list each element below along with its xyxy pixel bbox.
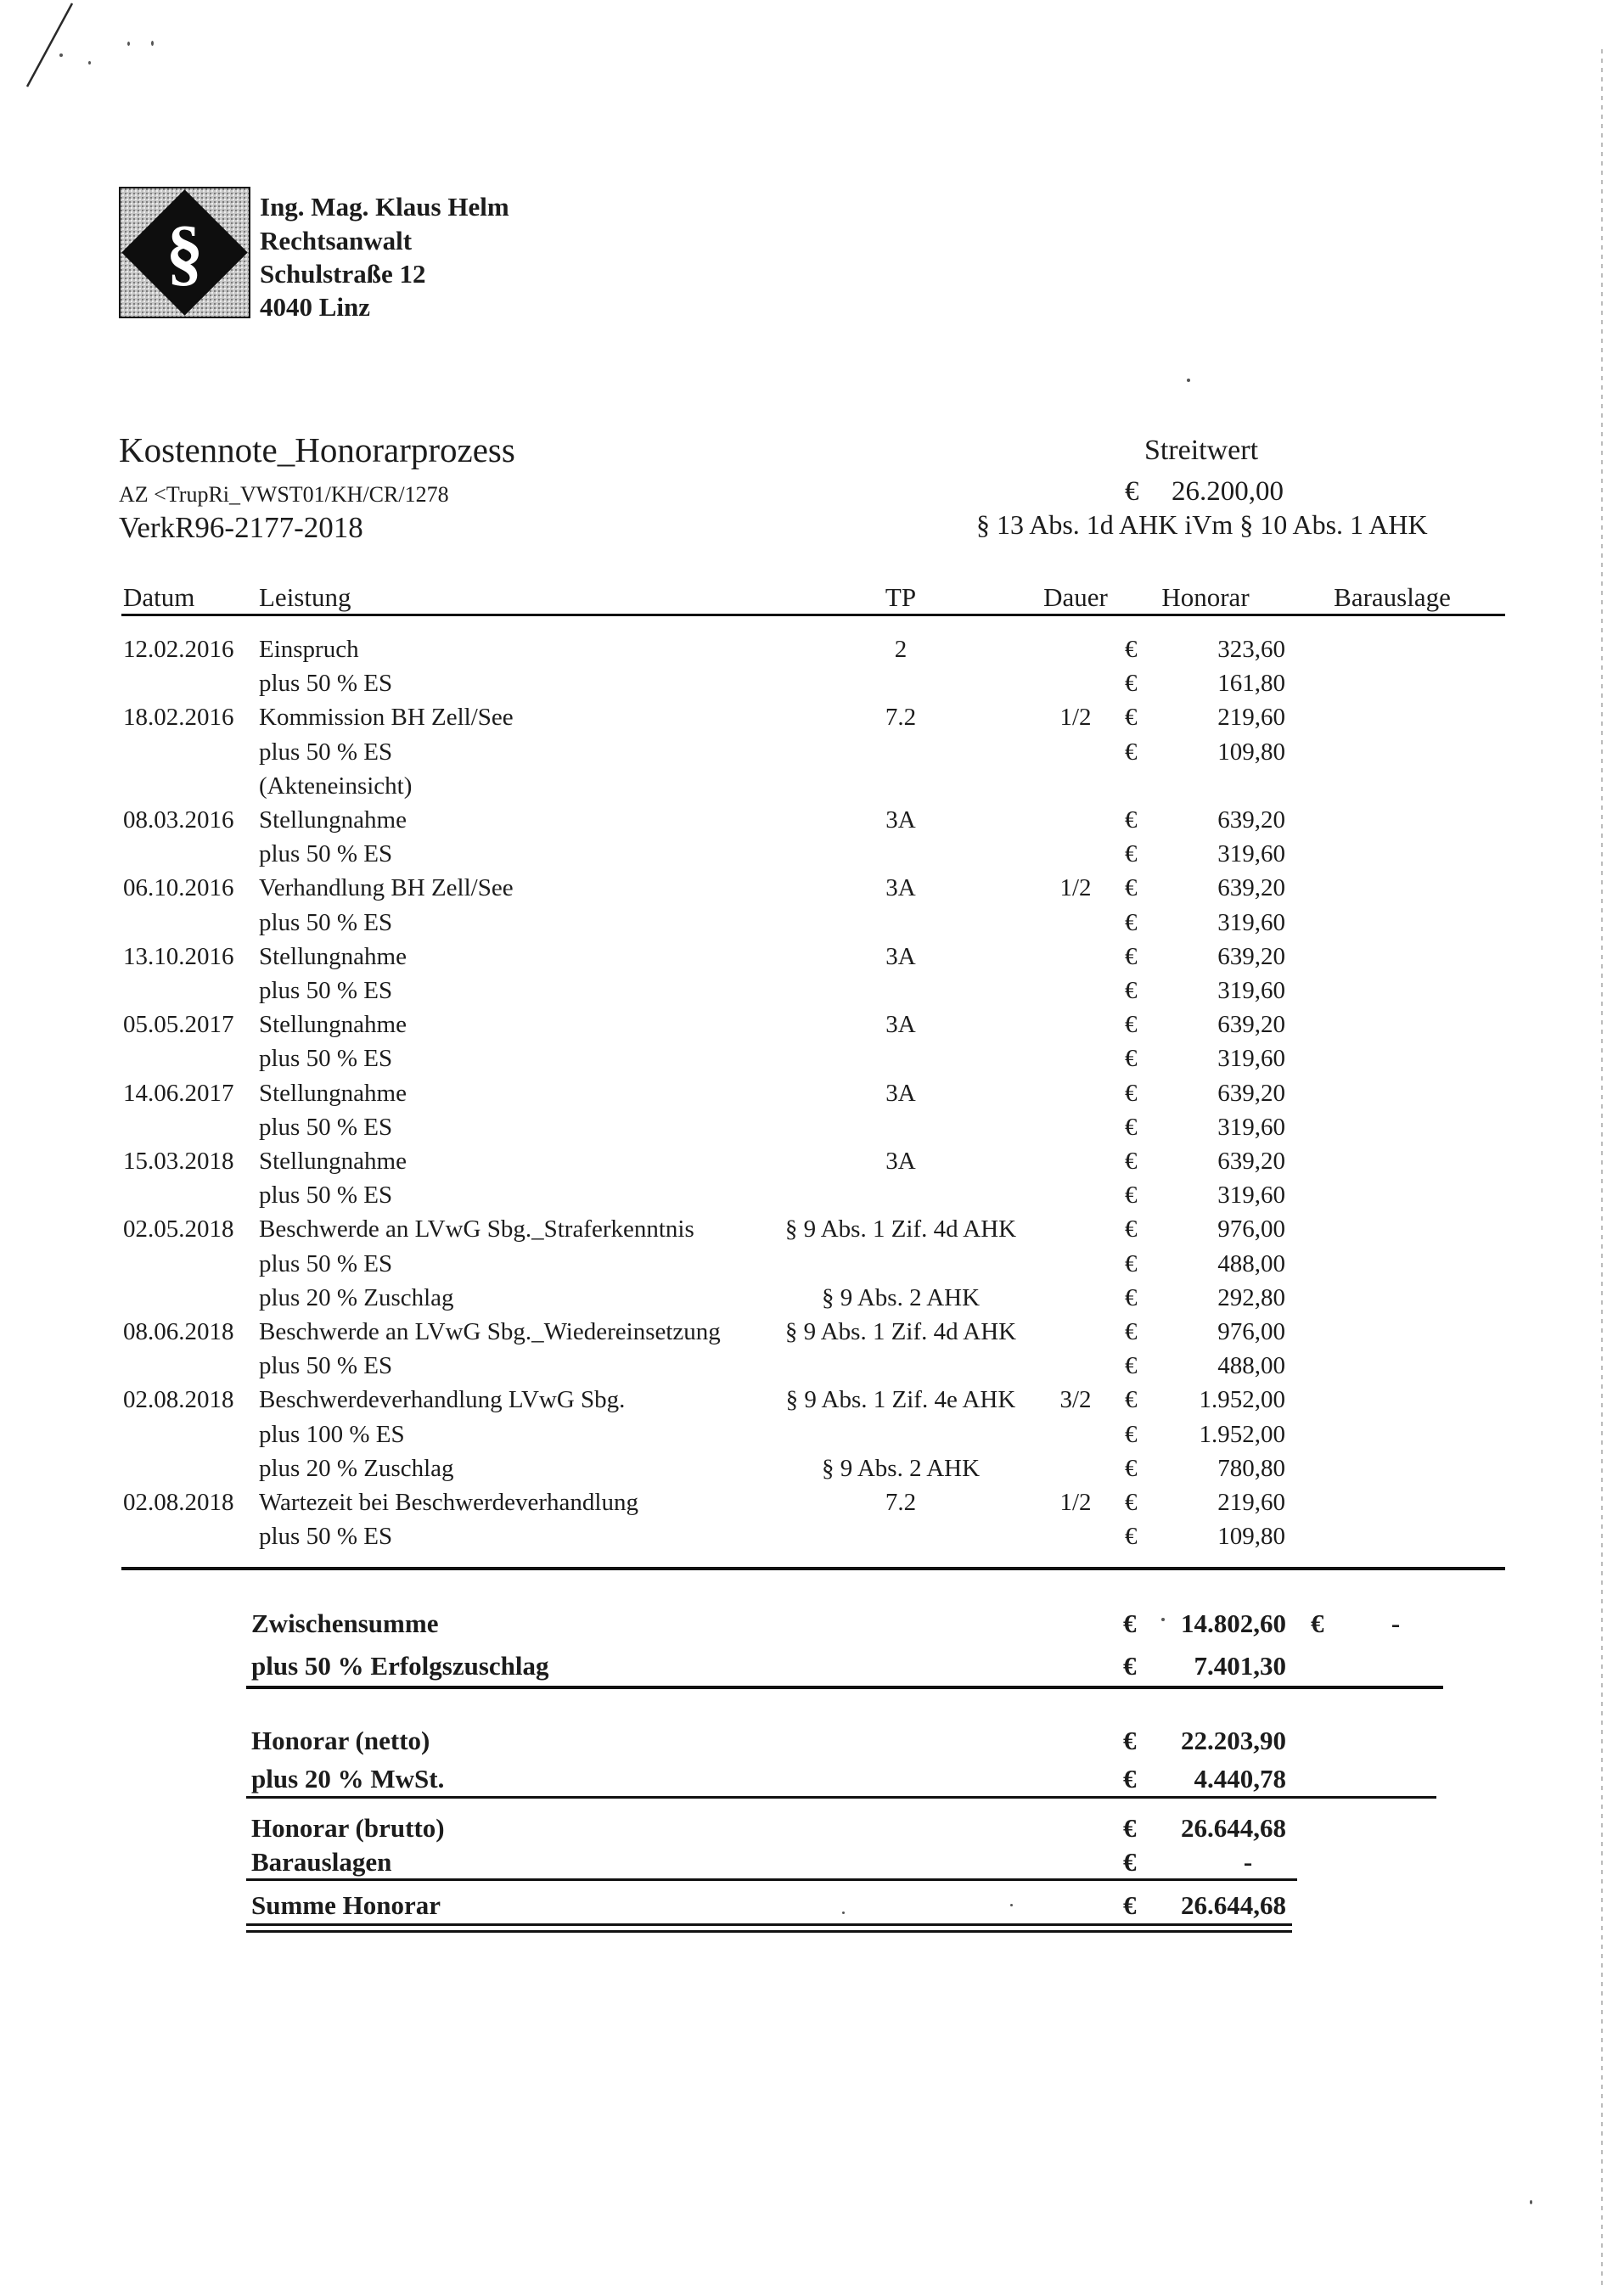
cell-currency: € <box>1125 806 1138 834</box>
paragraph-symbol-icon: § <box>166 211 204 294</box>
cell-leistung: Einspruch <box>259 636 359 663</box>
cell-datum: 18.02.2016 <box>123 704 234 732</box>
cell-honorar: 639,20 <box>1217 1148 1285 1175</box>
cell-leistung: plus 20 % Zuschlag <box>259 1454 454 1482</box>
cell-leistung: Stellungnahme <box>259 806 407 834</box>
cell-leistung: Beschwerde an LVwG Sbg._Straferkenntnis <box>259 1215 694 1243</box>
summary-currency: € <box>1123 1764 1137 1794</box>
scan-artifact-vertical-line <box>1601 49 1603 2290</box>
cell-leistung: Stellungnahme <box>259 1079 407 1107</box>
cell-datum: 14.06.2017 <box>123 1079 234 1107</box>
cell-honorar: 319,60 <box>1217 1182 1285 1210</box>
cell-honorar: 639,20 <box>1217 874 1285 902</box>
summary-amount: 7.401,30 <box>1194 1651 1286 1681</box>
cell-tp: 3A <box>885 806 916 834</box>
col-header-tp: TP <box>885 582 917 612</box>
summary-currency: € <box>1123 1651 1137 1681</box>
summary-label: plus 20 % MwSt. <box>251 1764 445 1794</box>
cell-honorar: 319,60 <box>1217 977 1285 1004</box>
scan-speck <box>842 1911 845 1914</box>
cell-currency: € <box>1125 942 1138 970</box>
cell-currency: € <box>1125 1318 1138 1345</box>
lawyer-street: Schulstraße 12 <box>260 259 426 289</box>
mwst-rule <box>246 1796 1436 1799</box>
cell-datum: 05.05.2017 <box>123 1011 234 1039</box>
cell-honorar: 639,20 <box>1217 1079 1285 1107</box>
cell-leistung: plus 50 % ES <box>259 1045 393 1073</box>
scan-speck <box>1010 1904 1013 1906</box>
cell-datum: 13.10.2016 <box>123 942 234 970</box>
cell-tp: 7.2 <box>885 704 917 732</box>
cell-honorar: 161,80 <box>1217 670 1285 698</box>
lawyer-title: Rechtsanwalt <box>260 226 413 255</box>
summary-amount: 26.644,68 <box>1181 1890 1286 1920</box>
cell-tp: 3A <box>885 874 916 902</box>
cell-currency: € <box>1125 1113 1138 1141</box>
scan-speck <box>127 42 130 46</box>
cell-tp: § 9 Abs. 1 Zif. 4d AHK <box>784 1215 1017 1243</box>
cell-honorar: 292,80 <box>1217 1283 1285 1311</box>
lawyer-city: 4040 Linz <box>260 292 371 322</box>
cell-datum: 08.06.2018 <box>123 1318 234 1345</box>
cell-currency: € <box>1125 1148 1138 1175</box>
document-title: Kostennote_Honorarprozess <box>119 430 515 469</box>
cell-leistung: plus 50 % ES <box>259 670 393 698</box>
cell-currency: € <box>1125 977 1138 1004</box>
legal-basis: § 13 Abs. 1d AHK iVm § 10 Abs. 1 AHK <box>976 509 1428 540</box>
summary-amount: - <box>1243 1847 1253 1877</box>
summary-label: Zwischensumme <box>251 1608 439 1638</box>
cell-leistung: plus 50 % ES <box>259 908 393 936</box>
cell-honorar: 323,60 <box>1217 636 1285 663</box>
cell-currency: € <box>1125 1420 1138 1448</box>
cell-currency: € <box>1125 1182 1138 1210</box>
cell-currency: € <box>1125 1011 1138 1039</box>
cell-dauer: 1/2 <box>1059 704 1092 732</box>
scan-speck <box>1187 379 1190 382</box>
cell-honorar: 109,80 <box>1217 738 1285 766</box>
cell-leistung: Stellungnahme <box>259 1148 407 1175</box>
cell-leistung: plus 100 % ES <box>259 1420 405 1448</box>
summary-currency: € <box>1123 1813 1137 1843</box>
cell-datum: 02.08.2018 <box>123 1386 234 1414</box>
cell-tp: § 9 Abs. 2 AHK <box>821 1454 981 1482</box>
summary-currency-barauslage: € <box>1311 1608 1324 1638</box>
cell-currency: € <box>1125 704 1138 732</box>
cell-datum: 06.10.2016 <box>123 874 234 902</box>
cell-honorar: 976,00 <box>1217 1215 1285 1243</box>
cell-leistung: Beschwerdeverhandlung LVwG Sbg. <box>259 1386 626 1414</box>
cell-honorar: 639,20 <box>1217 942 1285 970</box>
cell-honorar: 1.952,00 <box>1199 1386 1285 1414</box>
cell-honorar: 639,20 <box>1217 806 1285 834</box>
cell-currency: € <box>1125 1249 1138 1277</box>
cell-honorar: 639,20 <box>1217 1011 1285 1039</box>
cell-leistung: Stellungnahme <box>259 942 407 970</box>
cell-currency: € <box>1125 1215 1138 1243</box>
table-header-rule <box>121 614 1505 616</box>
cell-tp: 3A <box>885 1011 916 1039</box>
summary-amount: 4.440,78 <box>1194 1764 1286 1794</box>
scan-speck <box>59 53 63 57</box>
cell-currency: € <box>1125 1283 1138 1311</box>
file-reference: AZ <TrupRi_VWST01/KH/CR/1278 <box>119 482 449 507</box>
cell-leistung: plus 20 % Zuschlag <box>259 1283 454 1311</box>
cell-honorar: 319,60 <box>1217 1113 1285 1141</box>
cell-honorar: 319,60 <box>1217 1045 1285 1073</box>
cell-honorar: 488,00 <box>1217 1249 1285 1277</box>
cell-currency: € <box>1125 1489 1138 1516</box>
cell-leistung: plus 50 % ES <box>259 840 393 868</box>
cell-leistung: plus 50 % ES <box>259 1249 393 1277</box>
cell-dauer: 1/2 <box>1059 1489 1092 1516</box>
cell-tp: 3A <box>885 942 916 970</box>
summary-label: Barauslagen <box>251 1847 392 1877</box>
cell-currency: € <box>1125 1523 1138 1551</box>
cell-currency: € <box>1125 874 1138 902</box>
summary-currency: € <box>1123 1847 1137 1877</box>
scan-mark-diagonal <box>0 0 170 136</box>
summary-currency: € <box>1123 1608 1137 1638</box>
summary-label: plus 50 % Erfolgszuschlag <box>251 1651 549 1681</box>
streitwert-currency: € <box>1125 476 1139 507</box>
cell-leistung: Beschwerde an LVwG Sbg._Wiedereinsetzung <box>259 1318 721 1345</box>
summary-currency: € <box>1123 1890 1137 1920</box>
barauslagen-rule <box>246 1878 1297 1881</box>
cell-currency: € <box>1125 1079 1138 1107</box>
col-header-honorar: Honorar <box>1161 582 1250 612</box>
cell-tp: § 9 Abs. 1 Zif. 4d AHK <box>784 1318 1017 1345</box>
summary-label: Summe Honorar <box>251 1890 441 1920</box>
cell-tp: § 9 Abs. 1 Zif. 4e AHK <box>785 1386 1016 1414</box>
scan-speck <box>1530 2200 1532 2204</box>
summary-amount: 14.802,60 <box>1181 1608 1286 1638</box>
cell-honorar: 219,60 <box>1217 704 1285 732</box>
cell-honorar: 219,60 <box>1217 1489 1285 1516</box>
cell-currency: € <box>1125 636 1138 663</box>
col-header-barauslage: Barauslage <box>1334 582 1451 612</box>
summe-rule-top <box>246 1923 1292 1926</box>
col-header-leistung: Leistung <box>259 582 351 612</box>
cell-currency: € <box>1125 1352 1138 1380</box>
cell-honorar: 319,60 <box>1217 908 1285 936</box>
cell-datum: 15.03.2018 <box>123 1148 234 1175</box>
cell-tp: 3A <box>885 1148 916 1175</box>
cell-honorar: 976,00 <box>1217 1318 1285 1345</box>
summary-label: Honorar (brutto) <box>251 1813 445 1843</box>
cell-currency: € <box>1125 738 1138 766</box>
cell-currency: € <box>1125 1386 1138 1414</box>
case-number: VerkR96-2177-2018 <box>119 511 363 544</box>
law-firm-logo <box>119 187 250 318</box>
cell-currency: € <box>1125 908 1138 936</box>
cell-leistung: plus 50 % ES <box>259 1352 393 1380</box>
cell-leistung: plus 50 % ES <box>259 977 393 1004</box>
cell-currency: € <box>1125 1045 1138 1073</box>
cell-leistung: plus 50 % ES <box>259 1113 393 1141</box>
summe-rule-bottom <box>246 1930 1292 1933</box>
cell-honorar: 488,00 <box>1217 1352 1285 1380</box>
table-bottom-rule <box>121 1567 1505 1570</box>
cell-tp: 3A <box>885 1079 916 1107</box>
cell-datum: 08.03.2016 <box>123 806 234 834</box>
summary-amount: 22.203,90 <box>1181 1726 1286 1755</box>
cell-leistung: Verhandlung BH Zell/See <box>259 874 514 902</box>
lawyer-name: Ing. Mag. Klaus Helm <box>260 192 509 222</box>
streitwert-amount: 26.200,00 <box>1172 476 1284 507</box>
cell-leistung: Wartezeit bei Beschwerdeverhandlung <box>259 1489 638 1516</box>
col-header-dauer: Dauer <box>1043 582 1108 612</box>
cell-tp: § 9 Abs. 2 AHK <box>821 1283 981 1311</box>
cell-honorar: 780,80 <box>1217 1454 1285 1482</box>
cell-currency: € <box>1125 840 1138 868</box>
scan-speck <box>151 41 154 46</box>
cell-datum: 02.05.2018 <box>123 1215 234 1243</box>
streitwert-label: Streitwert <box>1144 435 1259 466</box>
summary-amount-barauslage: - <box>1391 1608 1401 1638</box>
cell-honorar: 1.952,00 <box>1199 1420 1285 1448</box>
cell-leistung: (Akteneinsicht) <box>259 772 413 800</box>
cell-datum: 12.02.2016 <box>123 636 234 663</box>
col-header-datum: Datum <box>123 582 195 612</box>
cell-currency: € <box>1125 1454 1138 1482</box>
cell-leistung: plus 50 % ES <box>259 1523 393 1551</box>
cell-tp: 2 <box>894 636 908 663</box>
cell-honorar: 319,60 <box>1217 840 1285 868</box>
cell-leistung: Kommission BH Zell/See <box>259 704 514 732</box>
cell-leistung: plus 50 % ES <box>259 1182 393 1210</box>
cell-dauer: 3/2 <box>1059 1386 1092 1414</box>
cell-currency: € <box>1125 670 1138 698</box>
cell-dauer: 1/2 <box>1059 874 1092 902</box>
cell-leistung: Stellungnahme <box>259 1011 407 1039</box>
scan-speck <box>88 61 91 65</box>
erfolgszuschlag-rule <box>246 1686 1443 1689</box>
cell-leistung: plus 50 % ES <box>259 738 393 766</box>
summary-label: Honorar (netto) <box>251 1726 430 1755</box>
summary-currency: € <box>1123 1726 1137 1755</box>
cell-tp: 7.2 <box>885 1489 917 1516</box>
cell-honorar: 109,80 <box>1217 1523 1285 1551</box>
summary-amount: 26.644,68 <box>1181 1813 1286 1843</box>
cell-datum: 02.08.2018 <box>123 1489 234 1516</box>
